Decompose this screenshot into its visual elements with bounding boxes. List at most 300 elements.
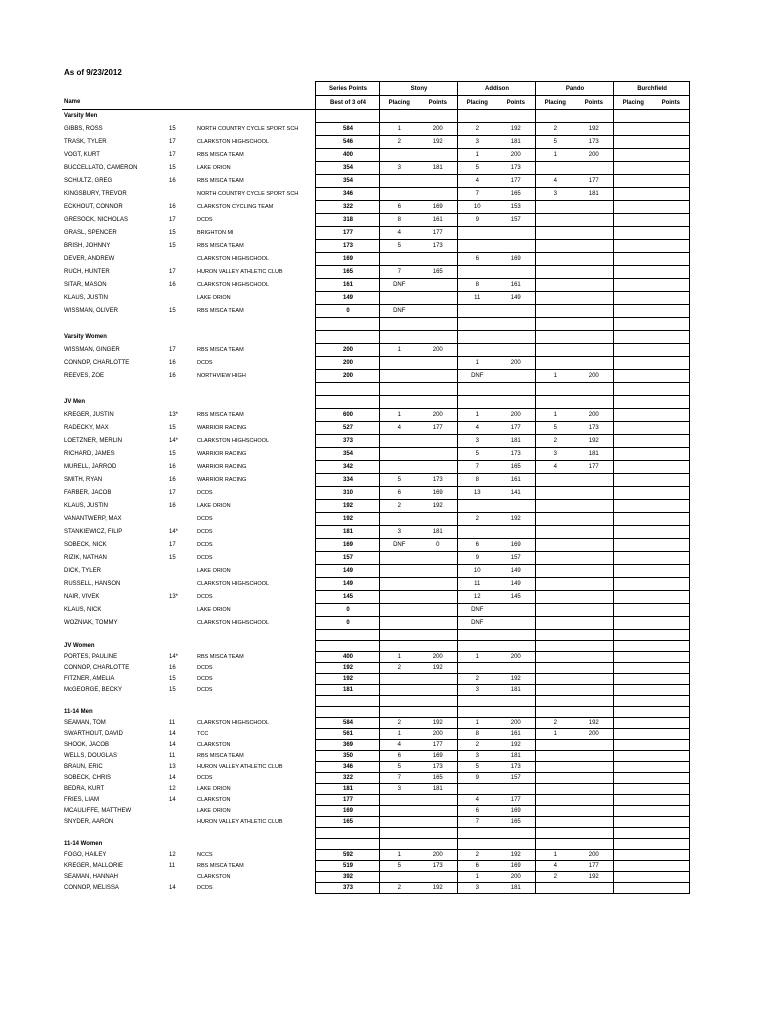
burchfield-placing-cell: [613, 773, 651, 784]
empty-cell: [573, 839, 613, 850]
pando-placing-cell: 2: [535, 718, 573, 729]
addison-points-cell: 200: [495, 872, 535, 883]
pando-placing-cell: 4: [535, 175, 573, 188]
addison-placing-cell: 8: [457, 474, 495, 487]
addison-points-cell: [495, 240, 535, 253]
rider-name-cell: SOBECK, NICK: [64, 542, 107, 548]
burchfield-placing-cell: [613, 136, 651, 149]
addison-points-cell: 181: [495, 751, 535, 762]
addison-points-cell: 181: [495, 136, 535, 149]
table-row: [62, 487, 689, 500]
empty-cell: [195, 707, 315, 718]
burchfield-placing-cell: [613, 240, 651, 253]
series-points-cell: 322: [315, 773, 379, 784]
empty-cell: [457, 630, 495, 641]
age-cell: 13: [169, 764, 176, 770]
stony-points-cell: [417, 591, 457, 604]
burchfield-placing-cell: [613, 435, 651, 448]
empty-cell: [62, 828, 167, 839]
stony-points-cell: [417, 513, 457, 526]
addison-placing-cell: 7: [457, 188, 495, 201]
stony-points-cell: 200: [417, 344, 457, 357]
empty-cell: [167, 696, 195, 707]
pando-points-cell: [573, 162, 613, 175]
empty-cell: [379, 641, 417, 652]
burchfield-points-cell: [651, 253, 689, 266]
addison-points-cell: 165: [495, 817, 535, 828]
stony-placing-cell: [379, 817, 417, 828]
rider-name-cell: CONNOP, CHARLOTTE: [64, 360, 130, 366]
age-cell: 15: [169, 451, 176, 457]
pando-points-cell: 192: [573, 123, 613, 136]
empty-cell: [613, 630, 651, 641]
age-cell: 14*: [169, 654, 179, 660]
burchfield-placing-cell: [613, 227, 651, 240]
empty-cell: [167, 318, 195, 331]
addison-placing-cell: 2: [457, 513, 495, 526]
stony-placing-cell: [379, 513, 417, 526]
burchfield-points-cell: [651, 461, 689, 474]
pando-points-cell: [573, 305, 613, 318]
empty-cell: [573, 696, 613, 707]
stony-points-cell: 181: [417, 162, 457, 175]
burchfield-points-cell: [651, 663, 689, 674]
team-cell: NCCS: [197, 852, 213, 858]
pando-points-cell: [573, 652, 613, 663]
stony-placing-cell: 6: [379, 487, 417, 500]
age-cell: 11: [169, 720, 176, 726]
stony-points-cell: 200: [417, 850, 457, 861]
pando-placing-cell: [535, 487, 573, 500]
empty-cell: [613, 641, 651, 652]
empty-cell: [573, 383, 613, 396]
addison-points-cell: 161: [495, 474, 535, 487]
addison-placing-cell: 5: [457, 762, 495, 773]
rider-name-cell: RUSSELL, HANSON: [64, 581, 121, 587]
table-row: [62, 663, 689, 674]
burchfield-points-cell: [651, 188, 689, 201]
addison-points-cell: [495, 784, 535, 795]
team-cell: NORTHVIEW HIGH: [197, 373, 246, 379]
stony-placing-cell: [379, 461, 417, 474]
empty-cell: [379, 110, 417, 123]
burchfield-points-cell: [651, 240, 689, 253]
pando-placing-cell: [535, 751, 573, 762]
addison-placing-cell: 11: [457, 292, 495, 305]
table-row: [62, 578, 689, 591]
addison-placing-cell: [457, 266, 495, 279]
series-points-cell: 0: [315, 604, 379, 617]
pando-points-cell: [573, 526, 613, 539]
addison-points-cell: 200: [495, 718, 535, 729]
age-cell: 17: [169, 217, 176, 223]
as-of-date: As of 9/23/2012: [64, 68, 122, 77]
stony-placing-cell: 3: [379, 784, 417, 795]
section-title-row: [62, 110, 689, 123]
placing-header: Placing: [457, 96, 495, 110]
pando-points-cell: 173: [573, 136, 613, 149]
age-cell: 14*: [169, 529, 179, 535]
addison-placing-cell: 6: [457, 539, 495, 552]
stony-placing-cell: [379, 357, 417, 370]
empty-cell: [651, 641, 689, 652]
series-points-cell: 369: [315, 740, 379, 751]
empty-cell: [195, 696, 315, 707]
rider-name-cell: BRISH, JOHNNY: [64, 243, 111, 249]
burchfield-placing-cell: [613, 663, 651, 674]
series-points-cell: 346: [315, 762, 379, 773]
empty-cell: [651, 839, 689, 850]
table-row: [62, 188, 689, 201]
empty-cell: [195, 641, 315, 652]
pando-placing-cell: [535, 357, 573, 370]
empty-cell: [535, 696, 573, 707]
rider-name-cell: SEAMAN, TOM: [64, 720, 106, 726]
burchfield-placing-cell: [613, 617, 651, 630]
burchfield-points-cell: [651, 872, 689, 883]
team-cell: DCDS: [197, 516, 213, 522]
age-cell: 14*: [169, 438, 179, 444]
empty-cell: [417, 331, 457, 344]
stony-points-cell: 192: [417, 500, 457, 513]
empty-cell: [195, 383, 315, 396]
pando-placing-cell: [535, 674, 573, 685]
series-points-cell: 373: [315, 435, 379, 448]
pando-placing-cell: [535, 266, 573, 279]
empty-cell: [417, 630, 457, 641]
empty-cell: [651, 318, 689, 331]
empty-cell: [573, 396, 613, 409]
addison-placing-cell: 4: [457, 175, 495, 188]
series-points-cell: 145: [315, 591, 379, 604]
addison-placing-cell: DNF: [457, 370, 495, 383]
burchfield-placing-cell: [613, 344, 651, 357]
burchfield-placing-cell: [613, 784, 651, 795]
pando-points-cell: [573, 773, 613, 784]
age-cell: 15: [169, 165, 176, 171]
stony-points-cell: [417, 279, 457, 292]
team-cell: DCDS: [197, 542, 213, 548]
rider-name-cell: RUCH, HUNTER: [64, 269, 110, 275]
stony-points-cell: [417, 578, 457, 591]
empty-cell: [573, 110, 613, 123]
burchfield-placing-cell: [613, 729, 651, 740]
series-points-cell: 334: [315, 474, 379, 487]
section-title: Varsity Men: [64, 113, 98, 120]
empty-cell: [457, 641, 495, 652]
pando-points-cell: 177: [573, 861, 613, 872]
burchfield-placing-cell: [613, 883, 651, 894]
addison-points-cell: 157: [495, 773, 535, 784]
rider-name-cell: FRIES, LIAM: [64, 797, 100, 803]
empty-cell: [613, 396, 651, 409]
table-row: [62, 565, 689, 578]
pando-points-cell: 181: [573, 188, 613, 201]
team-cell: WARRIOR RACING: [197, 451, 247, 457]
empty-cell: [495, 696, 535, 707]
rider-name-cell: BRAUN, ERIC: [64, 764, 103, 770]
addison-placing-cell: 12: [457, 591, 495, 604]
table-row: [62, 279, 689, 292]
pando-points-cell: [573, 883, 613, 894]
placing-header: Placing: [379, 96, 417, 110]
team-cell: DCDS: [197, 775, 213, 781]
team-cell: CLARKSTON HIGHSCHOOL: [197, 139, 270, 145]
age-cell: [167, 872, 195, 883]
pando-points-cell: [573, 784, 613, 795]
age-cell: 15: [169, 230, 176, 236]
burchfield-points-cell: [651, 565, 689, 578]
addison-placing-cell: 2: [457, 740, 495, 751]
rider-name-cell: REEVES, ZOE: [64, 373, 105, 379]
stony-placing-cell: 1: [379, 123, 417, 136]
stony-placing-cell: [379, 578, 417, 591]
burchfield-points-cell: [651, 175, 689, 188]
burchfield-points-cell: [651, 435, 689, 448]
burchfield-placing-cell: [613, 850, 651, 861]
addison-placing-cell: 5: [457, 162, 495, 175]
pando-points-cell: [573, 617, 613, 630]
empty-cell: [495, 707, 535, 718]
name-column-header: Name: [62, 96, 315, 110]
addison-points-cell: 200: [495, 149, 535, 162]
burchfield-placing-cell: [613, 253, 651, 266]
rider-name-cell: RICHARD, JAMES: [64, 451, 115, 457]
empty-cell: [651, 331, 689, 344]
empty-cell: [315, 641, 379, 652]
section-title: 11-14 Men: [64, 709, 93, 715]
team-cell: WARRIOR RACING: [197, 477, 247, 483]
pando-points-cell: 200: [573, 729, 613, 740]
addison-placing-cell: 8: [457, 729, 495, 740]
pando-points-cell: [573, 751, 613, 762]
section-title: JV Men: [64, 399, 86, 405]
stony-placing-cell: 5: [379, 762, 417, 773]
addison-points-cell: 149: [495, 292, 535, 305]
series-points-cell: 592: [315, 850, 379, 861]
empty-cell: [195, 110, 315, 123]
empty-cell: [535, 630, 573, 641]
results-table: [62, 81, 690, 894]
empty-cell: [457, 331, 495, 344]
burchfield-placing-cell: [613, 718, 651, 729]
addison-points-cell: [495, 604, 535, 617]
team-cell: CLARKSTON HIGHSCHOOL: [197, 282, 270, 288]
empty-cell: [379, 318, 417, 331]
pando-placing-cell: [535, 474, 573, 487]
burchfield-points-cell: [651, 685, 689, 696]
empty-cell: [573, 828, 613, 839]
table-row: [62, 422, 689, 435]
table-row: [62, 795, 689, 806]
burchfield-points-cell: [651, 773, 689, 784]
series-points-cell: 546: [315, 136, 379, 149]
pando-placing-cell: [535, 578, 573, 591]
pando-points-cell: [573, 539, 613, 552]
pando-points-cell: 200: [573, 850, 613, 861]
table-row: [62, 762, 689, 773]
stony-placing-cell: 8: [379, 214, 417, 227]
rider-name-cell: FITZNER, AMELIA: [64, 676, 115, 682]
stony-placing-cell: [379, 552, 417, 565]
table-row: [62, 266, 689, 279]
empty-cell: [379, 696, 417, 707]
team-cell: LAKE ORION: [197, 607, 231, 613]
pando-points-cell: [573, 806, 613, 817]
table-row: [62, 883, 689, 894]
rider-name-cell: SHOOK, JACOB: [64, 742, 110, 748]
table-row: [62, 718, 689, 729]
addison-placing-cell: 8: [457, 279, 495, 292]
series-points-cell: 0: [315, 617, 379, 630]
stony-points-cell: [417, 565, 457, 578]
table-row: [62, 136, 689, 149]
burchfield-placing-cell: [613, 817, 651, 828]
empty-cell: [573, 318, 613, 331]
section-title: JV Women: [64, 643, 95, 649]
burchfield-points-cell: [651, 123, 689, 136]
empty-cell: [62, 318, 167, 331]
stony-placing-cell: 6: [379, 751, 417, 762]
burchfield-placing-cell: [613, 123, 651, 136]
venue-burchfield-header: Burchfield: [613, 82, 689, 96]
empty-cell: [195, 630, 315, 641]
rider-name-cell: TRASK, TYLER: [64, 139, 107, 145]
team-cell: RBS MISCA TEAM: [197, 243, 244, 249]
series-points-cell: 169: [315, 539, 379, 552]
rider-name-cell: SEAMAN, HANNAH: [64, 874, 119, 880]
empty-cell: [613, 383, 651, 396]
empty-cell: [62, 383, 167, 396]
table-row: [62, 861, 689, 872]
addison-placing-cell: 5: [457, 448, 495, 461]
burchfield-points-cell: [651, 162, 689, 175]
addison-points-cell: 181: [495, 435, 535, 448]
addison-placing-cell: 2: [457, 674, 495, 685]
age-cell: 15: [169, 687, 176, 693]
stony-points-cell: [417, 552, 457, 565]
stony-points-cell: [417, 617, 457, 630]
age-cell: 16: [169, 282, 176, 288]
empty-cell: [457, 707, 495, 718]
stony-placing-cell: [379, 604, 417, 617]
stony-placing-cell: [379, 806, 417, 817]
age-cell: 14: [169, 885, 176, 891]
addison-points-cell: 141: [495, 487, 535, 500]
empty-cell: [535, 839, 573, 850]
empty-cell: [167, 110, 195, 123]
burchfield-placing-cell: [613, 762, 651, 773]
pando-placing-cell: [535, 784, 573, 795]
team-cell: DCDS: [197, 594, 213, 600]
burchfield-placing-cell: [613, 487, 651, 500]
table-row: [62, 409, 689, 422]
burchfield-points-cell: [651, 806, 689, 817]
series-points-cell: 200: [315, 370, 379, 383]
series-points-cell: 561: [315, 729, 379, 740]
team-cell: LAKE ORION: [197, 786, 231, 792]
stony-points-cell: 200: [417, 729, 457, 740]
empty-cell: [535, 318, 573, 331]
rider-name-cell: ECKHOUT, CONNOR: [64, 204, 123, 210]
addison-points-cell: 173: [495, 448, 535, 461]
series-points-cell: 400: [315, 652, 379, 663]
empty-cell: [495, 839, 535, 850]
pando-placing-cell: [535, 279, 573, 292]
team-cell: RBS MISCA TEAM: [197, 863, 244, 869]
series-points-cell: 149: [315, 292, 379, 305]
stony-placing-cell: 1: [379, 409, 417, 422]
burchfield-points-cell: [651, 474, 689, 487]
empty-cell: [315, 707, 379, 718]
empty-cell: [379, 828, 417, 839]
burchfield-points-cell: [651, 357, 689, 370]
addison-placing-cell: 2: [457, 850, 495, 861]
stony-points-cell: [417, 817, 457, 828]
empty-cell: [613, 110, 651, 123]
team-cell: CLARKSTON: [197, 742, 231, 748]
addison-placing-cell: 1: [457, 409, 495, 422]
stony-placing-cell: 2: [379, 663, 417, 674]
table-row: [62, 149, 689, 162]
addison-points-cell: 161: [495, 279, 535, 292]
burchfield-placing-cell: [613, 461, 651, 474]
empty-cell: [62, 696, 167, 707]
burchfield-points-cell: [651, 279, 689, 292]
series-points-cell: 584: [315, 123, 379, 136]
burchfield-placing-cell: [613, 674, 651, 685]
spacer-row: [62, 383, 689, 396]
stony-points-cell: [417, 448, 457, 461]
addison-points-cell: [495, 526, 535, 539]
stony-placing-cell: 5: [379, 474, 417, 487]
empty-cell: [495, 630, 535, 641]
empty-cell: [195, 839, 315, 850]
stony-placing-cell: 2: [379, 883, 417, 894]
burchfield-points-cell: [651, 344, 689, 357]
addison-points-cell: 192: [495, 740, 535, 751]
stony-points-cell: [417, 806, 457, 817]
empty-cell: [457, 318, 495, 331]
addison-points-cell: 169: [495, 806, 535, 817]
addison-placing-cell: 7: [457, 817, 495, 828]
table-row: [62, 123, 689, 136]
addison-points-cell: 169: [495, 861, 535, 872]
burchfield-points-cell: [651, 149, 689, 162]
stony-points-cell: [417, 188, 457, 201]
pando-placing-cell: 1: [535, 149, 573, 162]
team-cell: RBS MISCA TEAM: [197, 178, 244, 184]
rider-name-cell: RADECKY, MAX: [64, 425, 109, 431]
team-cell: CLARKSTON CYCLING TEAM: [197, 204, 274, 210]
stony-points-cell: [417, 149, 457, 162]
age-cell: 15: [169, 126, 176, 132]
burchfield-points-cell: [651, 552, 689, 565]
series-points-cell: 161: [315, 279, 379, 292]
stony-placing-cell: 1: [379, 850, 417, 861]
table-row: [62, 784, 689, 795]
empty-cell: [167, 828, 195, 839]
spacer-row: [62, 828, 689, 839]
burchfield-points-cell: [651, 292, 689, 305]
addison-placing-cell: 10: [457, 565, 495, 578]
burchfield-placing-cell: [613, 266, 651, 279]
series-points-cell: 149: [315, 578, 379, 591]
empty-cell: [535, 383, 573, 396]
empty-cell: [613, 828, 651, 839]
empty-cell: [315, 828, 379, 839]
addison-points-cell: 157: [495, 552, 535, 565]
